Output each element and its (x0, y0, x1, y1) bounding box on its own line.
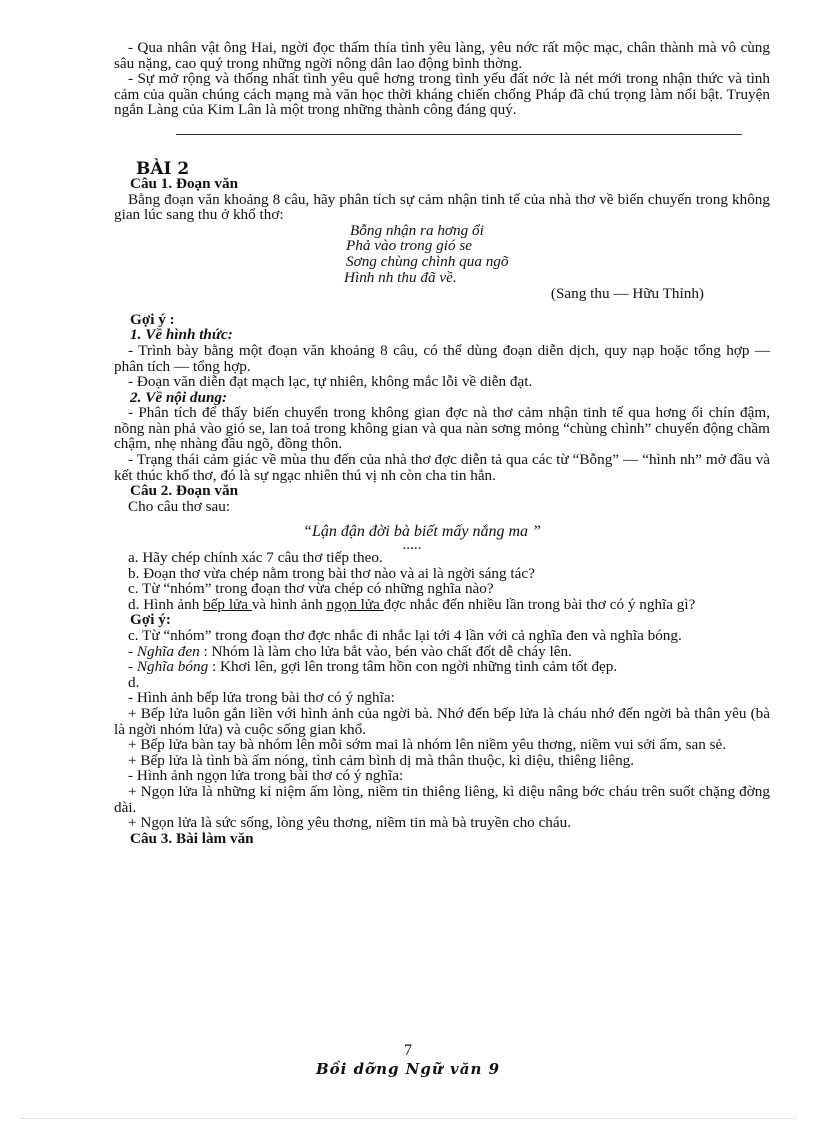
poem-line: Bỗng nhận ra hơng ổi (350, 221, 484, 239)
intro-paragraph-1: - Qua nhân vật ông Hai, ngời đọc thấm thía tình yêu làng, yêu nớc rất mộc mạc, chân thành mà vô cùng sâu nặng, cao quý trong những ngời nông dân lao động bình thờng. (114, 39, 770, 72)
content-section-title: 2. Về nội dung: (130, 388, 228, 406)
question-1-heading: Câu 1. Đoạn văn (130, 174, 239, 192)
sub-question-c: c. Từ “nhóm” trong đoạn thơ vừa chép có những nghĩa nào? (128, 580, 494, 598)
answer-d-line: - Hình ảnh bếp lửa trong bài thơ có ý nghĩa: (128, 689, 395, 707)
hint-heading: Gợi ý : (130, 310, 175, 328)
answer-d-line: + Ngọn lửa là sức sống, lòng yêu thơng, niềm tin mà bà truyền cho cháu. (128, 814, 572, 832)
sub-question-d-text: và hình ảnh (251, 595, 327, 613)
poem-source: (Sang thu — Hữu Thỉnh) (550, 285, 704, 303)
intro-paragraph-2: - Sự mở rộng và thống nhất tình yêu quê hơng trong tình yếu đất nớc là nét mới trong nhận thức và tình cảm của quần chúng cách mạng mà văn học thời kháng chiến chống Pháp đã chú trọng làm nổi bật. Truyện ngắn Làng của Kim Lân là một trong những thành công đáng quý. (114, 70, 770, 119)
sub-question-d-text: đợc nhắc đến nhiều lần trong bài thơ có ý nghĩa gì? (383, 595, 696, 613)
answer-d-line: + Bếp lửa là tình bà ấm nóng, tình cảm bình dị mà thân thuộc, kì diệu, thiêng liêng. (128, 751, 635, 769)
literal-meaning: - Nghĩa đen : Nhóm là làm cho lửa bắt vào, bén vào chất đốt dễ cháy lên. (128, 642, 572, 660)
underlined-term-bep-lua: bếp lửa (203, 595, 252, 613)
sub-question-b: b. Đoạn thơ vừa chép nằm trong bài thơ nào và ai là ngời sáng tác? (128, 564, 535, 582)
content-point: - Phân tích để thấy biến chuyển trong không gian đợc nà thơ cảm nhận tinh tế qua hơng ổi chín đậm, nồng nàn phả vào gió se, lan toả trong không gian và qua nàn sơng mỏng “chùng chình” chuyển động chầm chậm, nhẹ nhàng đầu ngõ, đồng thôn. (114, 404, 770, 453)
sub-question-a: a. Hãy chép chính xác 7 câu thơ tiếp theo. (128, 549, 383, 567)
answer-d-line: + Ngọn lửa là những kỉ niệm ấm lòng, niềm tin thiêng liêng, kì diệu nâng bớc cháu trên suốt chặng đờng dài. (114, 782, 770, 816)
answer-d-label: d. (128, 673, 140, 691)
underlined-term-ngon-lua: ngọn lửa (326, 595, 384, 613)
question-2-heading: Câu 2. Đoạn văn (130, 482, 239, 500)
answer-d-line: + Bếp lửa luôn gắn liền với hình ảnh của ngời bà. Nhớ đến bếp lửa là cháu nhớ đến ngời bà thân yêu (bà là ngời nhóm lửa) và cuộc sống gian khổ. (114, 704, 770, 738)
hint-heading-2: Gợi ý: (130, 611, 171, 629)
content-point: - Trạng thái cảm giác về mùa thu đến của nhà thơ đợc diễn tả qua các từ “Bỗng” — “hình nh” mở đầu và kết thúc khổ thơ, đó là sự ngạc nhiên thú vị nh còn cha tin hẳn. (114, 451, 770, 484)
figurative-meaning: - Nghĩa bóng : Khơi lên, gợi lên trong tâm hồn con ngời những tình cảm tốt đẹp. (128, 658, 618, 676)
poem-line: Sơng chùng chình qua ngõ (346, 252, 509, 270)
form-point: - Trình bày bằng một đoạn văn khoảng 8 câu, có thể dùng đoạn diễn dịch, quy nạp hoặc tổng hợp — phân tích — tổng hợp. (114, 341, 770, 375)
answer-d-line: - Hình ảnh ngọn lửa trong bài thơ có ý nghĩa: (128, 767, 404, 785)
sub-question-d-text: d. Hình ảnh (128, 595, 204, 613)
footer-title: Bồi dỡng Ngữ văn 9 (315, 1060, 501, 1078)
question-3-heading: Câu 3. Bài làm văn (130, 829, 254, 847)
answer-c: c. Từ “nhóm” trong đoạn thơ đợc nhắc đi nhắc lại tới 4 lần với cả nghĩa đen và nghĩa bóng. (128, 627, 682, 644)
question-2-prompt: Cho câu thơ sau: (128, 497, 231, 515)
poem-stanza (114, 223, 770, 285)
lesson-title: BÀI 2 (136, 158, 190, 179)
poem-line: Phả vào trong gió se (346, 237, 472, 255)
page-content (114, 40, 770, 846)
section-divider (176, 134, 742, 135)
sub-question-d (114, 597, 770, 613)
ellipsis: ..... (402, 536, 422, 554)
literal-meaning-text: : Nhóm là làm cho lửa bắt vào, bén vào chất đốt dễ cháy lên. (199, 642, 572, 660)
figurative-meaning-text: : Khơi lên, gợi lên trong tâm hồn con ngời những tình cảm tốt đẹp. (208, 658, 618, 676)
question-1-prompt: Bằng đoạn văn khoảng 8 câu, hãy phân tích sự cảm nhận tinh tế của nhà thơ về biến chuyển trong không gian lúc sang thu ở khổ thơ: (114, 190, 770, 224)
figurative-meaning-label: Nghĩa bóng (136, 658, 209, 676)
quoted-verse: “Lận đận đời bà biết mấy nắng ma ” (303, 523, 541, 541)
poem-line: Hình nh thu đã về. (344, 268, 457, 286)
literal-meaning-label: Nghĩa đen (136, 642, 200, 660)
form-point: - Đoạn văn diễn đạt mạch lạc, tự nhiên, không mắc lỗi về diễn đạt. (128, 373, 533, 391)
form-section-title: 1. Về hình thức: (130, 326, 233, 344)
page-number: 7 (404, 1042, 412, 1059)
answer-d-line: + Bếp lửa bàn tay bà nhóm lên mỗi sớm mai là nhóm lên niềm yêu thơng, niềm vui sởi ấm, san sẻ. (128, 736, 727, 754)
page-bottom-border (20, 1118, 796, 1119)
